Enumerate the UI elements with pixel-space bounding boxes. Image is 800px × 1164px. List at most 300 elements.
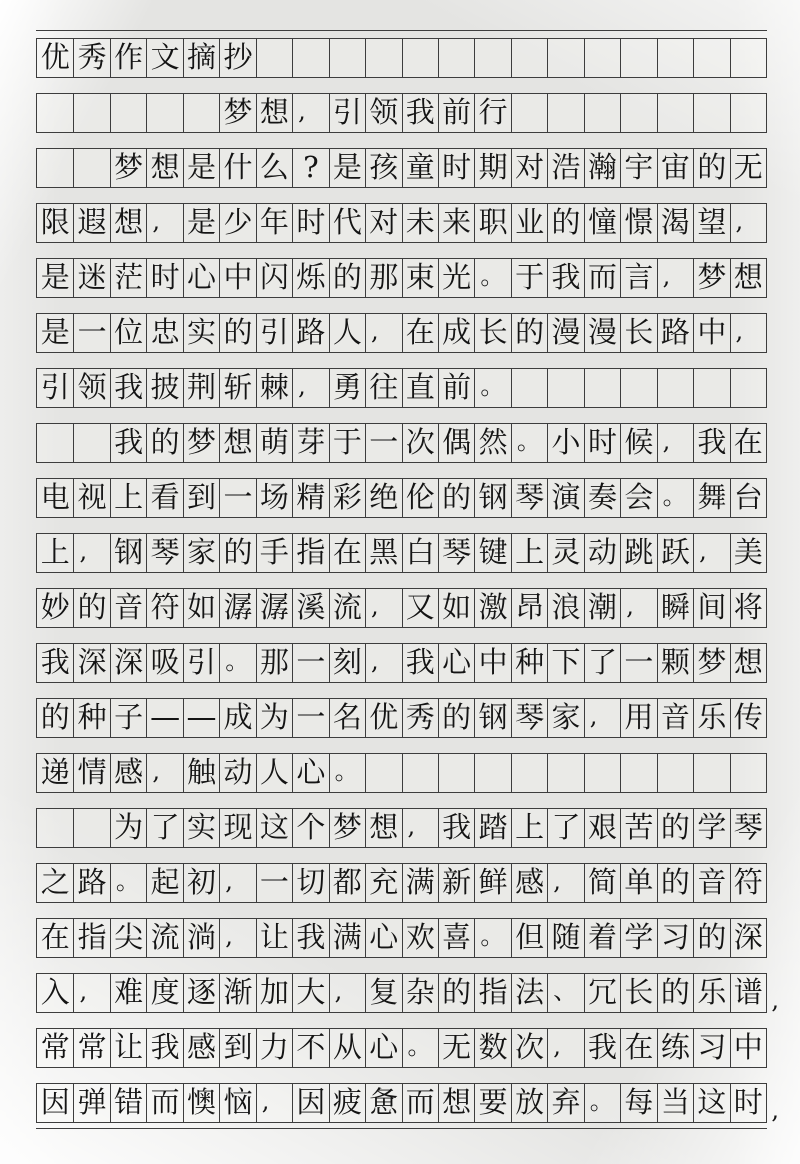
- grid-cell: 想: [146, 149, 182, 187]
- grid-cell: 秀: [73, 39, 109, 77]
- grid-cell: 当: [657, 1084, 693, 1122]
- grid-cell: 而: [584, 259, 620, 297]
- grid-cell: 在: [730, 424, 766, 462]
- grid-cell: 台: [730, 479, 766, 517]
- grid-cell: 让: [256, 919, 292, 957]
- grid-cell: 期: [474, 149, 510, 187]
- grid-cell: 数: [474, 1029, 510, 1067]
- grid-cell: [547, 94, 583, 132]
- grid-cell: 错: [110, 1084, 146, 1122]
- grid-cell: ,: [146, 204, 182, 242]
- grid-cell: 为: [110, 809, 146, 847]
- grid-cell: 又: [402, 589, 438, 627]
- grid-cell: 满: [329, 919, 365, 957]
- grid-cell: 深: [110, 644, 146, 682]
- grid-cell: 无: [730, 149, 766, 187]
- grid-cell: 切: [292, 864, 328, 902]
- grid-cell: 少: [219, 204, 255, 242]
- grid-cell: 吸: [146, 644, 182, 682]
- grid-cell: 一: [365, 424, 401, 462]
- grid-cell: 视: [73, 479, 109, 517]
- grid-cell: [657, 369, 693, 407]
- grid-cell: 宙: [657, 149, 693, 187]
- grid-cell: 着: [584, 919, 620, 957]
- grid-cell: 时: [292, 204, 328, 242]
- grid-cell: ,: [584, 699, 620, 737]
- grid-cell: [402, 754, 438, 792]
- grid-cell: 法: [511, 974, 547, 1012]
- grid-cell: 束: [402, 259, 438, 297]
- grid-cell: 优: [365, 699, 401, 737]
- grid-cell: 都: [329, 864, 365, 902]
- text-row-3: [36, 148, 767, 188]
- grid-cell: 渐: [219, 974, 255, 1012]
- grid-cell: 人: [329, 314, 365, 352]
- grid-cell: 杂: [402, 974, 438, 1012]
- grid-cell: 。: [402, 1029, 438, 1067]
- grid-cell: ,: [329, 974, 365, 1012]
- grid-cell: 心: [365, 1029, 401, 1067]
- grid-cell: 漫: [584, 314, 620, 352]
- grid-cell: [657, 754, 693, 792]
- grid-cell: 浩: [547, 149, 583, 187]
- grid-cell: [511, 369, 547, 407]
- grid-cell: 力: [256, 1029, 292, 1067]
- grid-cell: 我: [110, 369, 146, 407]
- grid-cell: [620, 369, 656, 407]
- grid-cell: [474, 754, 510, 792]
- grid-cell: 位: [110, 314, 146, 352]
- grid-cell: 随: [547, 919, 583, 957]
- grid-cell: 想: [730, 259, 766, 297]
- grid-cell: 弹: [73, 1084, 109, 1122]
- text-row-5: [36, 258, 767, 298]
- grid-cell: 直: [402, 369, 438, 407]
- grid-cell: [438, 39, 474, 77]
- grid-cell: 学: [620, 919, 656, 957]
- grid-cell: 梦: [693, 644, 729, 682]
- grid-cell: 忠: [146, 314, 182, 352]
- grid-cell: [37, 94, 73, 132]
- grid-cell: 是: [329, 149, 365, 187]
- grid-cell: [402, 39, 438, 77]
- grid-cell: 心: [183, 259, 219, 297]
- grid-cell: 这: [256, 809, 292, 847]
- grid-cell: 而: [402, 1084, 438, 1122]
- grid-cell: 代: [329, 204, 365, 242]
- grid-cell: 为: [256, 699, 292, 737]
- grid-cell: [37, 149, 73, 187]
- grid-cell: 绝: [365, 479, 401, 517]
- grid-cell: 黑: [365, 534, 401, 572]
- grid-cell: 手: [256, 534, 292, 572]
- text-row-11: [36, 588, 767, 628]
- grid-cell: 看: [146, 479, 182, 517]
- grid-cell: [511, 94, 547, 132]
- grid-cell: 勇: [329, 369, 365, 407]
- grid-cell: 成: [438, 314, 474, 352]
- grid-cell: 但: [511, 919, 547, 957]
- grid-cell: 指: [292, 534, 328, 572]
- grid-cell: 的: [219, 534, 255, 572]
- grid-cell: 让: [110, 1029, 146, 1067]
- text-row-2: [36, 93, 767, 133]
- grid-cell: ,: [365, 644, 401, 682]
- grid-cell: [511, 754, 547, 792]
- grid-cell: 的: [657, 864, 693, 902]
- grid-cell: 对: [511, 149, 547, 187]
- grid-rows-container: [36, 38, 779, 1124]
- grid-cell: 引: [256, 314, 292, 352]
- grid-cell: 上: [511, 809, 547, 847]
- grid-cell: 从: [329, 1029, 365, 1067]
- grid-cell: 抄: [219, 39, 255, 77]
- grid-cell: 精: [292, 479, 328, 517]
- grid-cell: 的: [693, 149, 729, 187]
- grid-cell: 想: [219, 424, 255, 462]
- bottom-rule-line: [36, 1128, 767, 1129]
- grid-cell: 我: [693, 424, 729, 462]
- grid-cell: 憬: [620, 204, 656, 242]
- grid-cell: 艰: [584, 809, 620, 847]
- grid-cell: [620, 39, 656, 77]
- grid-cell: —: [183, 699, 219, 737]
- grid-cell: 奏: [584, 479, 620, 517]
- grid-cell: 人: [256, 754, 292, 792]
- grid-cell: 潺: [256, 589, 292, 627]
- grid-cell: 么: [256, 149, 292, 187]
- grid-cell: 职: [474, 204, 510, 242]
- text-row-19: [36, 1028, 767, 1068]
- grid-cell: 想: [730, 644, 766, 682]
- grid-cell: 梦: [110, 149, 146, 187]
- grid-cell: 演: [547, 479, 583, 517]
- grid-cell: 琴: [438, 534, 474, 572]
- grid-cell: 那: [256, 644, 292, 682]
- grid-cell: 跳: [620, 534, 656, 572]
- grid-cell: 每: [620, 1084, 656, 1122]
- grid-cell: ,: [547, 864, 583, 902]
- grid-cell: 子: [110, 699, 146, 737]
- grid-cell: 习: [657, 919, 693, 957]
- grid-cell: 流: [146, 919, 182, 957]
- grid-cell: 萌: [256, 424, 292, 462]
- grid-cell: 芽: [292, 424, 328, 462]
- text-row-13: [36, 698, 767, 738]
- grid-cell: 疲: [329, 1084, 365, 1122]
- grid-cell: 钢: [474, 479, 510, 517]
- grid-cell: [547, 39, 583, 77]
- grid-cell: ,: [219, 919, 255, 957]
- grid-cell: 想: [110, 204, 146, 242]
- grid-cell: 我: [402, 94, 438, 132]
- grid-cell: ,: [146, 754, 182, 792]
- grid-cell: 因: [292, 1084, 328, 1122]
- grid-cell: 的: [511, 314, 547, 352]
- text-row-7: [36, 368, 767, 408]
- grid-cell: [547, 754, 583, 792]
- grid-cell: ,: [219, 864, 255, 902]
- grid-cell: [73, 809, 109, 847]
- grid-cell: 优: [40, 40, 70, 74]
- grid-cell: 感: [511, 864, 547, 902]
- grid-cell: 键: [474, 534, 510, 572]
- grid-cell: ,: [693, 534, 729, 572]
- grid-cell: 前: [438, 94, 474, 132]
- grid-cell: 恼: [219, 1084, 255, 1122]
- grid-cell: 了: [146, 809, 182, 847]
- grid-cell: 单: [620, 864, 656, 902]
- grid-cell: 喜: [438, 919, 474, 957]
- grid-cell: 童: [402, 149, 438, 187]
- grid-cell: 中: [730, 1029, 766, 1067]
- grid-cell: 我: [438, 809, 474, 847]
- grid-cell: 浪: [547, 589, 583, 627]
- grid-cell: 的: [329, 259, 365, 297]
- text-row-9: [36, 478, 767, 518]
- grid-cell: [329, 39, 365, 77]
- grid-cell: [730, 94, 766, 132]
- grid-cell: 符: [730, 864, 766, 902]
- grid-cell: 什: [219, 149, 255, 187]
- grid-cell: ,: [292, 369, 328, 407]
- grid-cell: 是: [183, 204, 219, 242]
- grid-cell: 充: [365, 864, 401, 902]
- grid-cell: 业: [511, 204, 547, 242]
- grid-cell: 名: [329, 699, 365, 737]
- grid-cell: 舞: [693, 479, 729, 517]
- grid-cell: 惫: [365, 1084, 401, 1122]
- grid-cell: 音: [110, 589, 146, 627]
- grid-cell: 路: [292, 314, 328, 352]
- grid-cell: 路: [657, 314, 693, 352]
- grid-cell: 秀: [402, 699, 438, 737]
- grid-cell: 于: [511, 259, 547, 297]
- grid-cell: 昂: [511, 589, 547, 627]
- grid-cell: 彩: [329, 479, 365, 517]
- grid-cell: 在: [402, 314, 438, 352]
- grid-cell: 成: [219, 699, 255, 737]
- grid-cell: ,: [657, 259, 693, 297]
- top-rule-line: [36, 30, 767, 31]
- grid-cell: 场: [256, 479, 292, 517]
- grid-cell: 伦: [402, 479, 438, 517]
- grid-cell: 我: [40, 645, 70, 679]
- grid-cell: [693, 369, 729, 407]
- grid-cell: 家: [183, 534, 219, 572]
- grid-cell: 迷: [73, 259, 109, 297]
- grid-cell: [37, 424, 73, 462]
- grid-cell: 灵: [547, 534, 583, 572]
- grid-cell: 引: [40, 370, 70, 404]
- grid-cell: 梦: [183, 424, 219, 462]
- grid-cell: 种: [73, 699, 109, 737]
- grid-cell: 的: [657, 809, 693, 847]
- text-row-14: [36, 753, 767, 793]
- grid-cell: 潺: [219, 589, 255, 627]
- grid-cell: 。: [657, 479, 693, 517]
- grid-cell: 练: [657, 1029, 693, 1067]
- grid-cell: 言: [620, 259, 656, 297]
- grid-cell: 中: [693, 314, 729, 352]
- grid-cell: 音: [693, 864, 729, 902]
- grid-cell: ,: [402, 809, 438, 847]
- grid-cell: 文: [146, 39, 182, 77]
- grid-cell: ,: [620, 589, 656, 627]
- text-row-4: [36, 203, 767, 243]
- grid-cell: 光: [438, 259, 474, 297]
- grid-cell: 溪: [292, 589, 328, 627]
- overflow-punctuation: ,: [771, 986, 779, 1014]
- text-row-10: [36, 533, 767, 573]
- grid-cell: 触: [183, 754, 219, 792]
- grid-cell: 时: [438, 149, 474, 187]
- grid-cell: 鲜: [474, 864, 510, 902]
- grid-cell: 符: [146, 589, 182, 627]
- grid-cell: ,: [730, 204, 766, 242]
- grid-cell: 长: [620, 314, 656, 352]
- grid-cell: 的: [547, 204, 583, 242]
- grid-cell: 了: [584, 644, 620, 682]
- grid-cell: 种: [511, 644, 547, 682]
- grid-cell: [511, 39, 547, 77]
- grid-cell: [584, 754, 620, 792]
- grid-cell: 心: [365, 919, 401, 957]
- grid-cell: 我: [402, 644, 438, 682]
- grid-cell: 斩: [219, 369, 255, 407]
- grid-cell: 次: [511, 1029, 547, 1067]
- grid-cell: 一: [292, 699, 328, 737]
- grid-cell: 心: [292, 754, 328, 792]
- grid-cell: [183, 94, 219, 132]
- grid-cell: 乐: [693, 974, 729, 1012]
- grid-cell: 家: [547, 699, 583, 737]
- grid-cell: 起: [146, 864, 182, 902]
- grid-cell: 将: [730, 589, 766, 627]
- grid-cell: 大: [292, 974, 328, 1012]
- grid-cell: [730, 754, 766, 792]
- grid-cell: [365, 754, 401, 792]
- grid-cell: [620, 754, 656, 792]
- grid-cell: [584, 94, 620, 132]
- grid-cell: 棘: [256, 369, 292, 407]
- grid-cell: 尖: [110, 919, 146, 957]
- grid-cell: [256, 39, 292, 77]
- grid-cell: 、: [547, 974, 583, 1012]
- grid-cell: [730, 39, 766, 77]
- grid-cell: 的: [657, 974, 693, 1012]
- grid-cell: ,: [657, 424, 693, 462]
- grid-cell: 一: [219, 479, 255, 517]
- grid-cell: 。: [511, 424, 547, 462]
- grid-cell: [547, 369, 583, 407]
- grid-cell: 一: [620, 644, 656, 682]
- grid-cell: 要: [474, 1084, 510, 1122]
- grid-cell: 。: [474, 259, 510, 297]
- grid-cell: ,: [73, 534, 109, 572]
- grid-cell: 个: [292, 809, 328, 847]
- grid-cell: 时: [584, 424, 620, 462]
- grid-cell: [693, 39, 729, 77]
- grid-cell: 感: [110, 754, 146, 792]
- grid-cell: 潮: [584, 589, 620, 627]
- text-row-15: [36, 808, 767, 848]
- grid-cell: 路: [73, 864, 109, 902]
- grid-cell: 中: [219, 259, 255, 297]
- grid-cell: 渴: [657, 204, 693, 242]
- grid-cell: 漫: [547, 314, 583, 352]
- grid-cell: 美: [730, 534, 766, 572]
- grid-cell: 小: [547, 424, 583, 462]
- grid-cell: 宇: [620, 149, 656, 187]
- grid-cell: 流: [329, 589, 365, 627]
- text-row-16: [36, 863, 767, 903]
- grid-cell: 放: [511, 1084, 547, 1122]
- grid-cell: 乐: [693, 699, 729, 737]
- grid-cell: 下: [547, 644, 583, 682]
- grid-cell: 用: [620, 699, 656, 737]
- grid-cell: 踏: [474, 809, 510, 847]
- grid-cell: 实: [183, 314, 219, 352]
- grid-cell: 上: [511, 534, 547, 572]
- grid-cell: 的: [219, 314, 255, 352]
- grid-cell: 的: [693, 919, 729, 957]
- composition-sheet: [36, 30, 779, 1129]
- grid-cell: 到: [219, 1029, 255, 1067]
- grid-cell: ,: [547, 1029, 583, 1067]
- grid-cell: 前: [438, 369, 474, 407]
- grid-cell: 颗: [657, 644, 693, 682]
- grid-cell: 想: [365, 809, 401, 847]
- text-row-1: [36, 38, 767, 78]
- grid-cell: 闪: [256, 259, 292, 297]
- grid-cell: 激: [474, 589, 510, 627]
- grid-cell: 懊: [183, 1084, 219, 1122]
- grid-cell: [474, 39, 510, 77]
- grid-cell: [693, 94, 729, 132]
- grid-cell: 时: [146, 259, 182, 297]
- grid-cell: 如: [183, 589, 219, 627]
- grid-cell: [37, 809, 73, 847]
- grid-cell: 指: [73, 919, 109, 957]
- grid-cell: 钢: [474, 699, 510, 737]
- grid-cell: [730, 369, 766, 407]
- grid-cell: —: [146, 699, 182, 737]
- grid-cell: [438, 754, 474, 792]
- grid-cell: 动: [219, 754, 255, 792]
- grid-cell: 。: [110, 864, 146, 902]
- grid-cell: 我: [547, 259, 583, 297]
- grid-cell: 往: [365, 369, 401, 407]
- grid-cell: 于: [329, 424, 365, 462]
- grid-cell: 我: [584, 1029, 620, 1067]
- grid-cell: 简: [584, 864, 620, 902]
- grid-cell: ,: [292, 94, 328, 132]
- grid-cell: 引: [329, 94, 365, 132]
- grid-cell: 递: [40, 755, 70, 789]
- grid-cell: 淌: [183, 919, 219, 957]
- grid-cell: 披: [146, 369, 182, 407]
- grid-cell: 到: [183, 479, 219, 517]
- grid-cell: 间: [693, 589, 729, 627]
- grid-cell: 难: [110, 974, 146, 1012]
- grid-cell: 一: [292, 644, 328, 682]
- grid-cell: 传: [730, 699, 766, 737]
- grid-cell: 长: [474, 314, 510, 352]
- grid-cell: 望: [693, 204, 729, 242]
- text-row-12: [36, 643, 767, 683]
- grid-cell: [73, 424, 109, 462]
